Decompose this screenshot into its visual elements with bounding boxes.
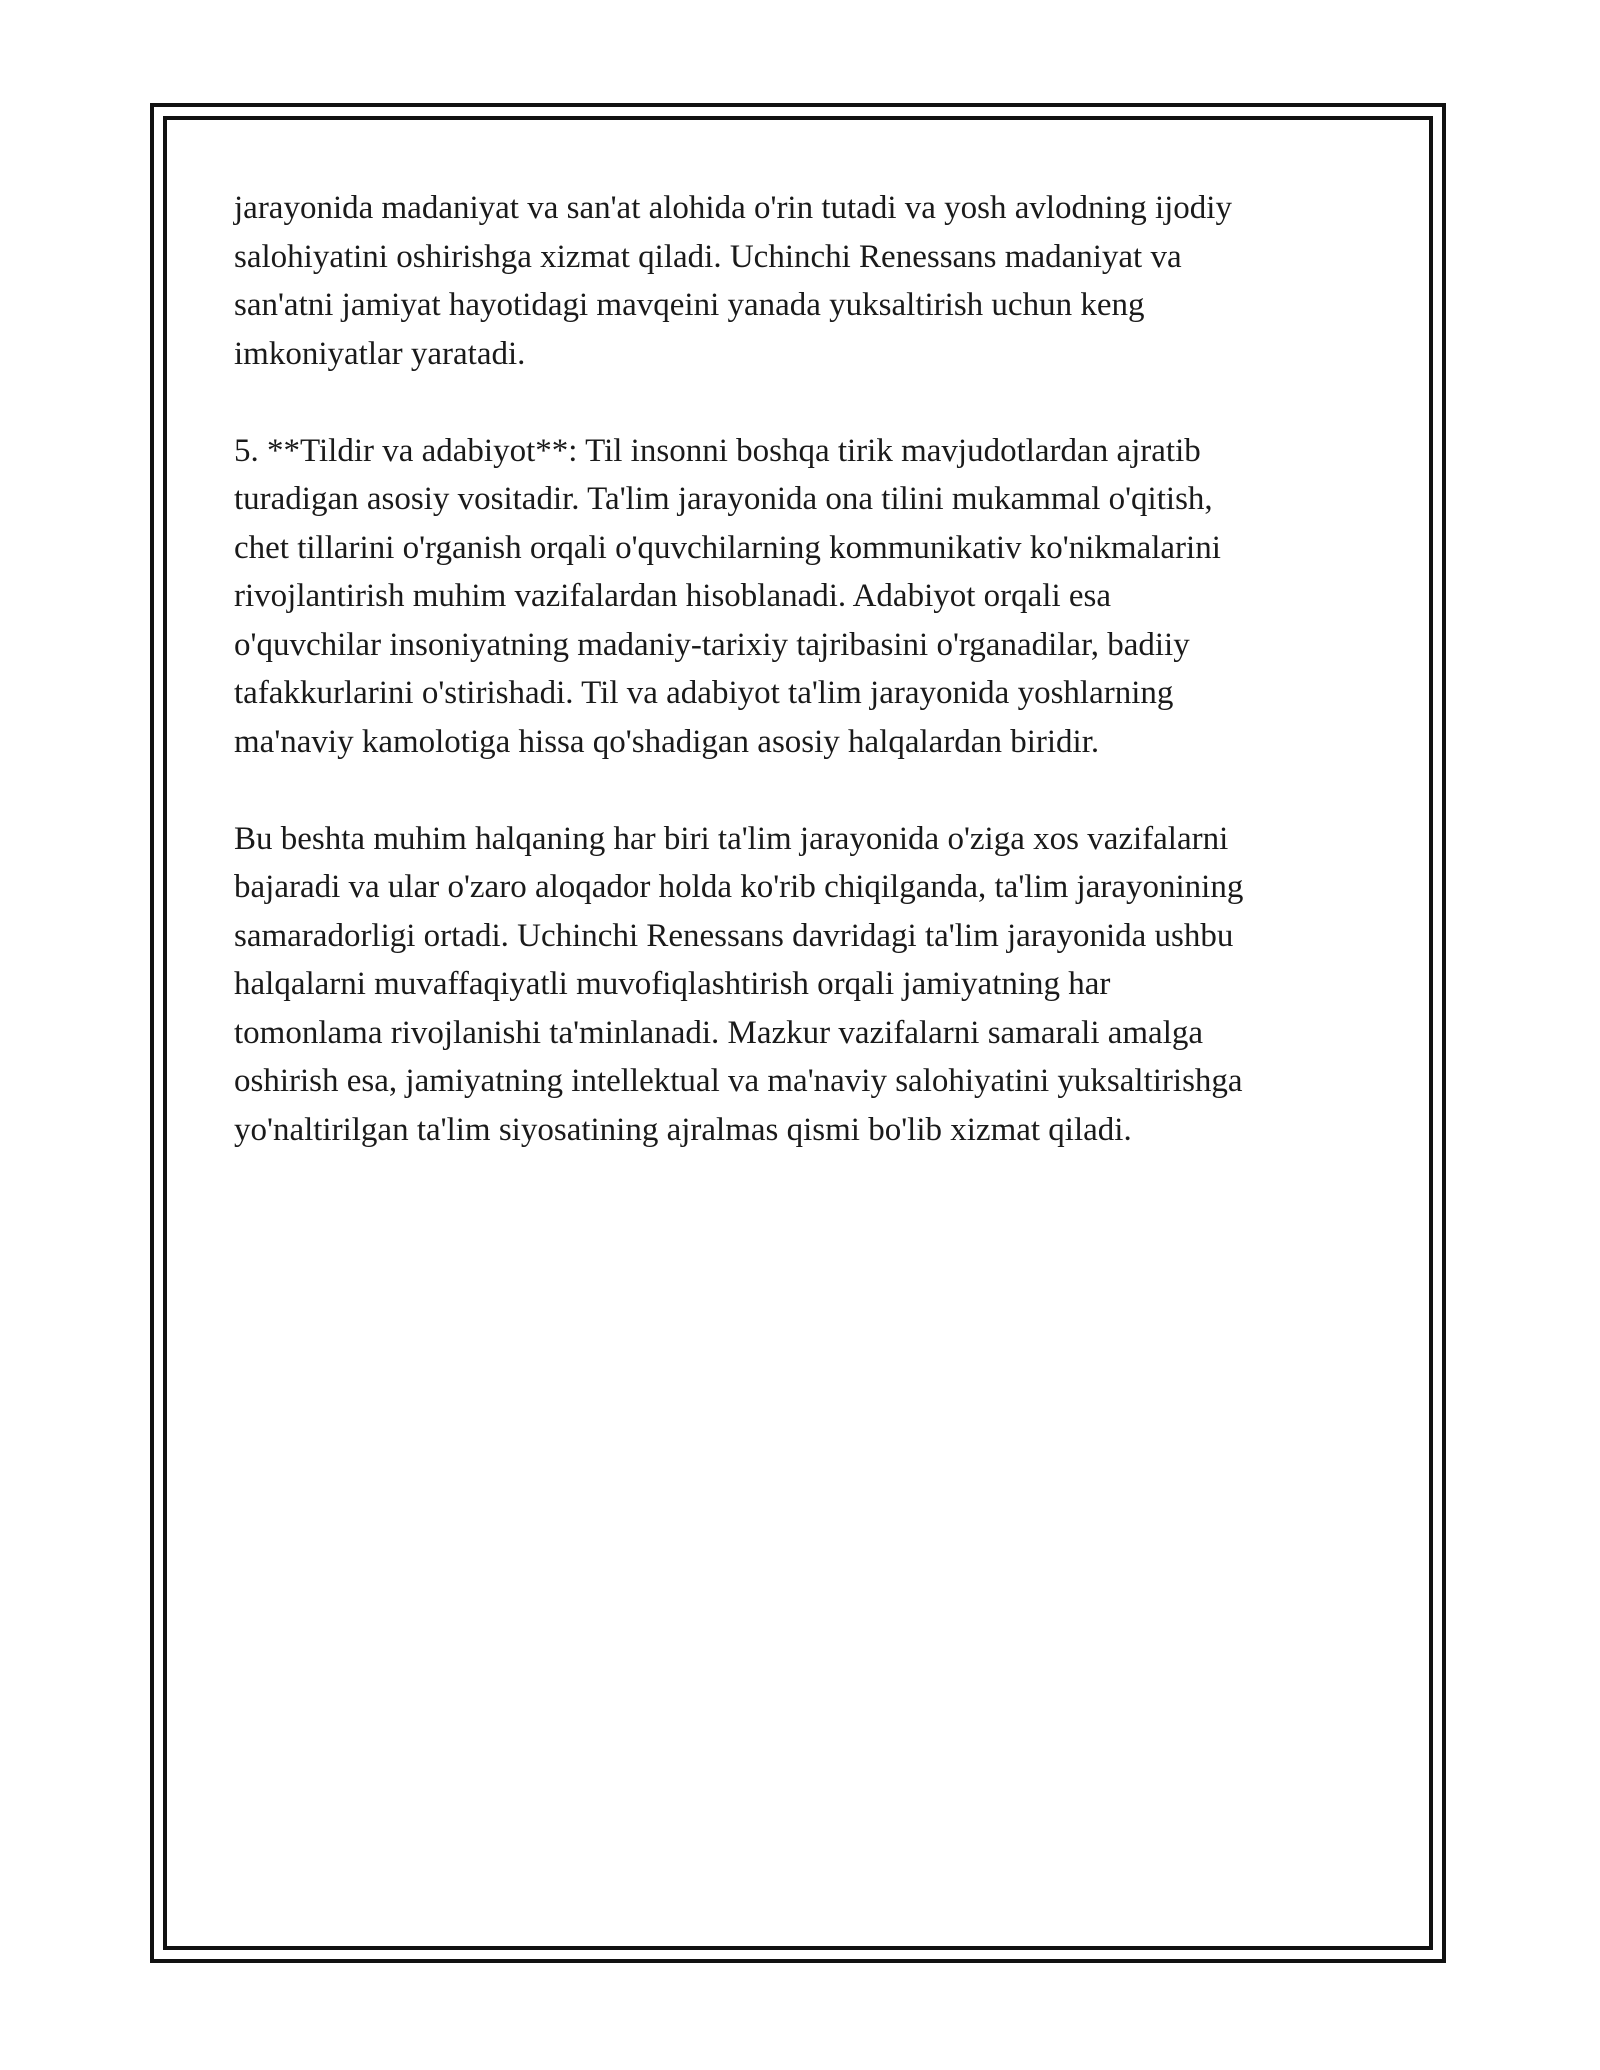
text-line: bajaradi va ular o'zaro aloqador holda ko'rib chiqilganda, ta'lim jarayonining — [234, 869, 1244, 905]
document-body — [234, 184, 1364, 1203]
paragraph-conclusion — [234, 815, 1364, 1155]
text-line: san'atni jamiyat hayotidagi mavqeini yanada yuksaltirish uchun keng — [234, 287, 1145, 323]
text-line: tafakkurlarini o'stirishadi. Til va adabiyot ta'lim jarayonida yoshlarning — [234, 675, 1174, 711]
text-line: Bu beshta muhim halqaning har biri ta'lim jarayonida o'ziga xos vazifalarni — [234, 820, 1229, 857]
text-line: rivojlantirish muhim vazifalardan hisoblanadi. Adabiyot orqali esa — [234, 578, 1112, 614]
text-line: oshirish esa, jamiyatning intellektual va ma'naviy salohiyatini yuksaltirishga — [234, 1063, 1243, 1099]
text-line: salohiyatini oshirishga xizmat qiladi. Uchinchi Renessans madaniyat va — [234, 238, 1182, 275]
paragraph-arts-continuation — [234, 184, 1364, 378]
text-line: imkoniyatlar yaratadi. — [234, 335, 526, 372]
text-line: jarayonida madaniyat va san'at alohida o'rin tutadi va yosh avlodning ijodiy — [234, 190, 1232, 226]
text-line: ma'naviy kamolotiga hissa qo'shadigan asosiy halqalardan biridir. — [234, 723, 1100, 760]
text-line: 5. **Tildir va adabiyot**: Til insonni boshqa tirik mavjudotlardan ajratib — [234, 432, 1201, 469]
text-line: halqalarni muvaffaqiyatli muvofiqlashtirish orqali jamiyatning har — [234, 966, 1111, 1002]
text-line: chet tillarini o'rganish orqali o'quvchilarning kommunikativ ko'nikmalarini — [234, 529, 1221, 566]
text-line: o'quvchilar insoniyatning madaniy-tarixiy tajribasini o'rganadilar, badiiy — [234, 626, 1190, 663]
paragraph-language-literature — [234, 427, 1364, 767]
text-line: samaradorligi ortadi. Uchinchi Renessans davridagi ta'lim jarayonida ushbu — [234, 917, 1234, 954]
text-line: yo'naltirilgan ta'lim siyosatining ajralmas qismi bo'lib xizmat qiladi. — [234, 1111, 1132, 1148]
text-line: turadigan asosiy vositadir. Ta'lim jarayonida ona tilini mukammal o'qitish, — [234, 481, 1213, 517]
text-line: tomonlama rivojlanishi ta'minlanadi. Mazkur vazifalarni samarali amalga — [234, 1014, 1204, 1051]
